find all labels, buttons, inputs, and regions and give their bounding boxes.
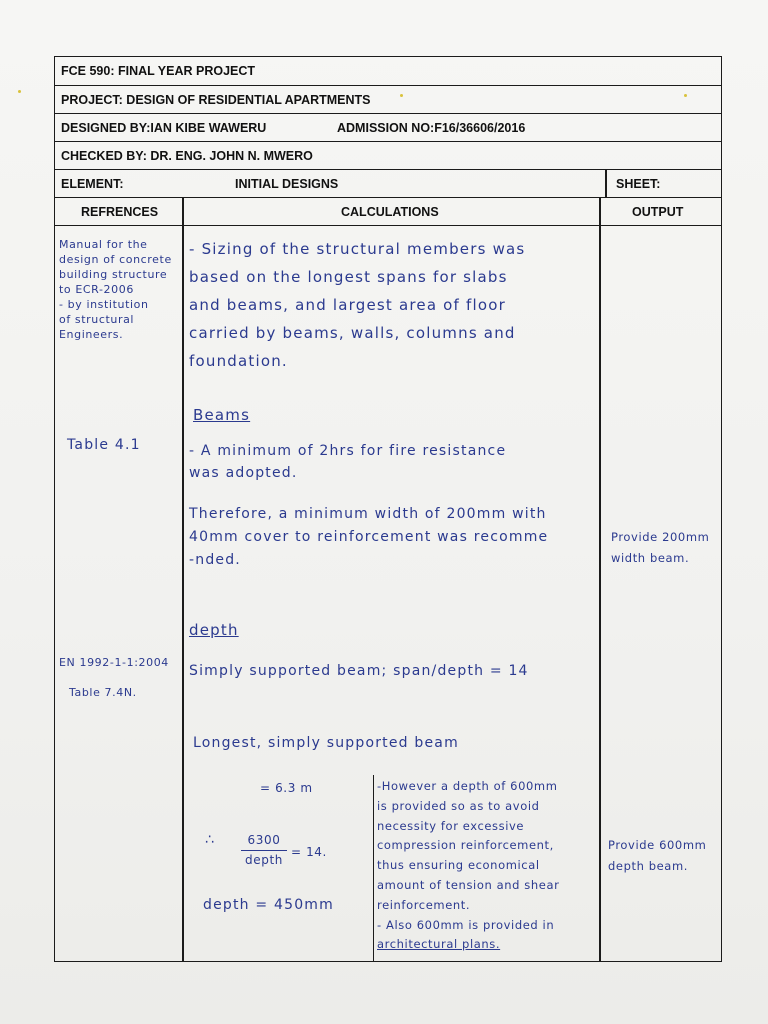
project-title: PROJECT: DESIGN OF RESIDENTIAL APARTMENTS (61, 92, 371, 107)
paper-speck (18, 90, 21, 93)
therefore-symbol: ∴ (205, 832, 216, 848)
element-value: INITIAL DESIGNS (235, 176, 339, 191)
fire-resistance-text: - A minimum of 2hrs for fire resistance was adopted. (189, 443, 507, 481)
reference-table-4-1: Table 4.1 (67, 437, 141, 453)
checker-row (55, 142, 721, 170)
admission-number: ADMISSION NO:F16/36606/2016 (337, 120, 526, 135)
reference-manual: Manual for the design of concrete building structure to ECR-2006 - by institution of structural Engineers. (59, 238, 172, 341)
element-row (55, 170, 721, 198)
designer-row (55, 114, 721, 142)
element-label: ELEMENT: (61, 176, 124, 191)
sheet-label: SHEET: (616, 176, 661, 191)
sheet-frame (54, 56, 722, 962)
course-title: FCE 590: FINAL YEAR PROJECT (61, 64, 256, 78)
calculations-header: CALCULATIONS (341, 204, 439, 219)
sheet-divider (605, 170, 607, 198)
output-depth-beam: Provide 600mm depth beam. (608, 838, 707, 873)
course-row (55, 57, 721, 86)
output-divider (599, 198, 601, 961)
references-header: REFRENCES (81, 204, 159, 219)
column-header-row (55, 198, 721, 226)
width-text: Therefore, a minimum width of 200mm with 40mm cover to reinforcement was recomme -nded. (189, 506, 549, 568)
output-header: OUTPUT (632, 204, 684, 219)
designed-by: DESIGNED BY:IAN KIBE WAWERU (61, 120, 267, 135)
fraction-result: = 14. (291, 845, 327, 859)
depth-justification-note: -However a depth of 600mm is provided so as to avoid necessity for excessive compression reinforcement, thus ensuring economical amount of tension and shear reinforcement. - Also 600mm is provided in architectural plans. (377, 779, 560, 952)
checked-by: CHECKED BY: DR. ENG. JOHN N. MWERO (61, 148, 313, 163)
reference-table-7-4n: Table 7.4N. (69, 686, 137, 699)
depth-heading: depth (189, 621, 239, 639)
sizing-paragraph: - Sizing of the structural members was based on the longest spans for slabs and beams, and largest area of floor carried by beams, walls, columns and foundation. (189, 240, 526, 370)
span-depth-ratio: Simply supported beam; span/depth = 14 (189, 663, 529, 679)
note-divider (373, 775, 374, 961)
longest-beam-label: Longest, simply supported beam (193, 735, 459, 751)
references-divider (182, 198, 184, 961)
project-row (55, 86, 721, 114)
output-width-beam: Provide 200mm width beam. (611, 530, 710, 565)
depth-fraction: 6300 depth (241, 833, 287, 868)
span-value: = 6.3 m (260, 781, 313, 795)
reference-eurocode: EN 1992-1-1:2004 (59, 656, 169, 669)
depth-result: depth = 450mm (203, 897, 334, 913)
beams-heading: Beams (193, 406, 251, 424)
